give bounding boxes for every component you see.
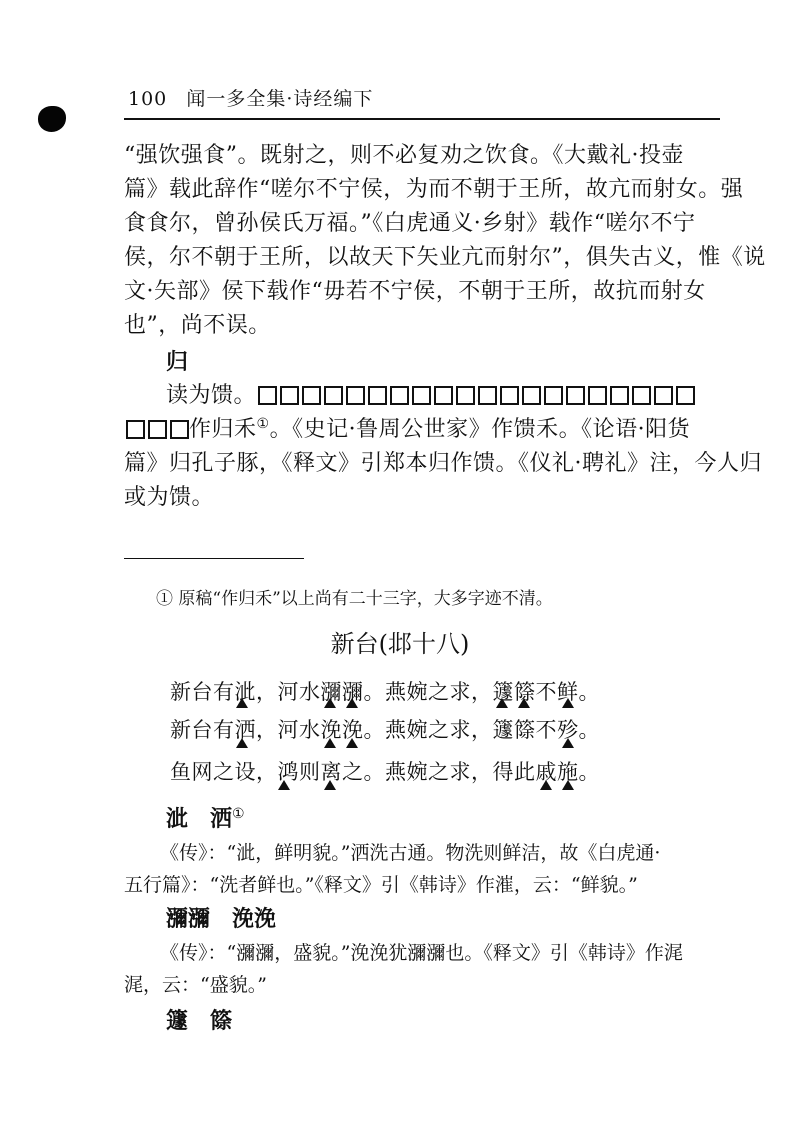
gui-line-4: 或为馈。	[124, 485, 215, 510]
header-rule	[124, 118, 720, 120]
note-line: 五行篇》：“洗者鲜也。”《释文》引《韩诗》作漼，云：“鲜貌。”	[124, 874, 638, 896]
body-line: “强饮强食”。既射之，则不必复劝之饮食。《大戴礼·投壶	[124, 143, 684, 168]
body-line: 食食尔，曾孙侯氏万福。”《白虎通义·乡射》载作“嗟尔不宁	[124, 211, 696, 236]
poem-title: 新台(邶十八)	[330, 630, 470, 658]
footnote: ① 原稿“作归禾”以上尚有二十三字，大多字迹不清。	[156, 589, 553, 609]
emphasis-triangle-icon	[518, 698, 530, 708]
emphasis-triangle-icon	[236, 738, 248, 748]
emphasis-triangle-icon	[562, 738, 574, 748]
gui-line-1	[166, 378, 695, 409]
section-heading-gui: 归	[166, 349, 189, 375]
emphasis-triangle-icon	[324, 698, 336, 708]
note-heading: 籧 篨	[166, 1008, 233, 1034]
gui-line-1-text: 读为馈。	[166, 383, 257, 408]
note-line: 《传》：“瀰瀰，盛貌。”浼浼犹瀰瀰也。《释文》引《韩诗》作浘	[160, 942, 683, 964]
illegible-boxes	[126, 420, 189, 439]
body-line: 也”，尚不误。	[124, 313, 271, 338]
note-heading	[166, 802, 245, 833]
note-heading-text: 泚 洒	[166, 806, 233, 832]
emphasis-triangle-icon	[562, 780, 574, 790]
gui-line-3: 篇》归孔子豚，《释文》引郑本归作馈。《仪礼·聘礼》注，今人归	[124, 451, 762, 476]
emphasis-triangle-icon	[540, 780, 552, 790]
note-line: 《传》：“泚，鲜明貌。”洒洗古通。物洗则鲜洁，故《白虎通·	[160, 842, 661, 864]
gui-line-2-rest: 。《史记·鲁周公世家》作馈禾。《论语·阳货	[269, 417, 691, 442]
emphasis-triangle-icon	[278, 780, 290, 790]
gui-line-2	[124, 412, 690, 443]
emphasis-triangle-icon	[346, 698, 358, 708]
note-line: 浘，云：“盛貌。”	[124, 974, 267, 996]
footnote-marker: ①	[256, 416, 270, 432]
page-number: 100	[128, 88, 168, 110]
gui-line-2-text: 作归禾	[189, 417, 257, 442]
emphasis-triangle-icon	[562, 698, 574, 708]
body-line: 篇》载此辞作“嗟尔不宁侯，为而不朝于王所，故亢而射女。强	[124, 177, 744, 202]
emphasis-triangle-icon	[346, 738, 358, 748]
body-line: 文·矢部》侯下载作“毋若不宁侯，不朝于王所，故抗而射女	[124, 279, 706, 304]
emphasis-triangle-icon	[496, 698, 508, 708]
body-line: 侯，尔不朝于王所，以故天下矢业亢而射尔”，俱失古义，惟《说	[124, 245, 766, 270]
poem-verse: 新台有泚，河水瀰瀰。燕婉之求，籧篨不鲜。	[170, 680, 600, 704]
page-header	[128, 84, 373, 111]
illegible-boxes	[258, 386, 695, 405]
running-title: 闻一多全集·诗经编下	[186, 88, 374, 110]
footnote-rule	[124, 558, 304, 559]
emphasis-triangle-icon	[324, 738, 336, 748]
emphasis-triangle-icon	[236, 698, 248, 708]
poem-verse: 新台有洒，河水浼浼。燕婉之求，籧篨不殄。	[170, 718, 600, 742]
ink-blot	[38, 106, 66, 132]
footnote-marker: ①	[232, 806, 245, 822]
poem-verse: 鱼网之设，鸿则离之。燕婉之求，得此戚施。	[170, 760, 600, 784]
note-heading: 瀰瀰 浼浼	[166, 906, 277, 932]
emphasis-triangle-icon	[324, 780, 336, 790]
